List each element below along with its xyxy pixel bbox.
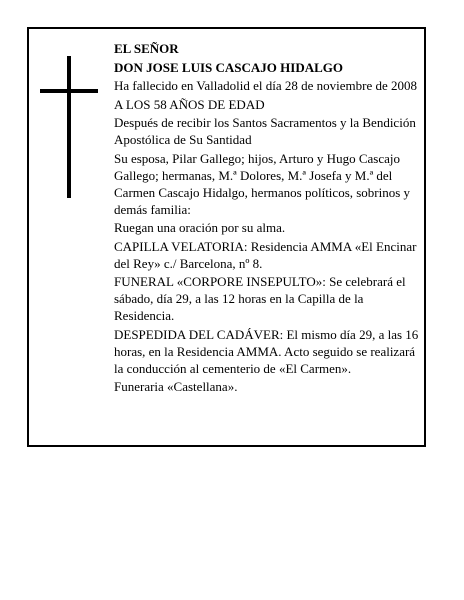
notice-funeral: FUNERAL «CORPORE INSEPULTO»: Se celebrará el sábado, día 29, a las 12 horas en la Capilla de la Residencia. bbox=[114, 274, 406, 323]
notice-funeral-home: Funeraria «Castellana». bbox=[114, 379, 238, 394]
notice-family: Su esposa, Pilar Gallego; hijos, Arturo y Hugo Cascajo Gallego; hermanas, M.ª Dolores, M.ª Josefa y M.ª del Carmen Cascajo Hidalgo, hermanos políticos, sobrinos y demás familia: bbox=[114, 150, 411, 217]
notice-farewell: DESPEDIDA DEL CADÁVER: El mismo día 29, a las 16 horas, en la Residencia AMMA. Acto seguido se realizará la conducción al cementerio de «El Carmen». bbox=[114, 326, 419, 376]
notice-prayer-request: Ruegan una oración por su alma. bbox=[114, 220, 286, 235]
notice-death-date: Ha fallecido en Valladolid el día 28 de noviembre de 2008 bbox=[114, 78, 417, 93]
notice-age: A LOS 58 AÑOS DE EDAD bbox=[114, 96, 265, 112]
cross-horizontal-bar bbox=[40, 89, 98, 93]
obituary-notice bbox=[27, 27, 426, 447]
cross-vertical-bar bbox=[67, 56, 71, 198]
cross-icon bbox=[40, 56, 98, 198]
notice-deceased-name: DON JOSE LUIS CASCAJO HIDALGO bbox=[114, 59, 343, 75]
notice-wake-chapel: CAPILLA VELATORIA: Residencia AMMA «El Encinar del Rey» c./ Barcelona, nº 8. bbox=[114, 238, 417, 271]
notice-text bbox=[114, 40, 426, 397]
notice-sacraments: Después de recibir los Santos Sacramentos y la Bendición Apostólica de Su Santidad bbox=[114, 115, 416, 147]
notice-heading-title: EL SEÑOR bbox=[114, 41, 179, 56]
